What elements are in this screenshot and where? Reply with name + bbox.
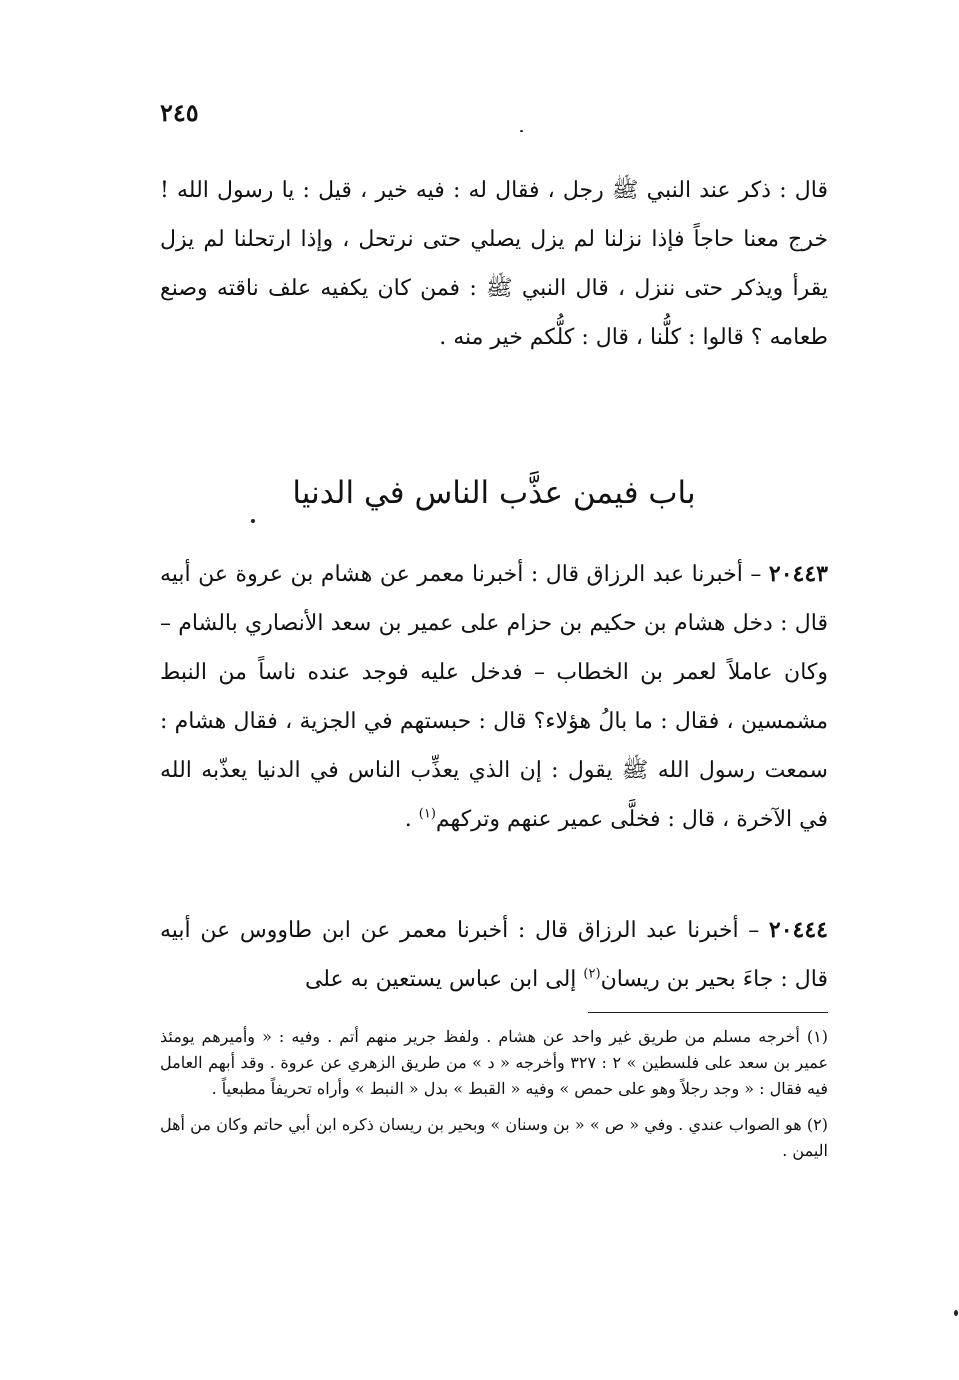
intro-paragraph: قال : ذكر عند النبي ﷺ رجل ، فقال له : فيه خير ، قيل : يا رسول الله ! خرج معنا حاجاً فإذا نزلنا لم يزل يصلي حتى نرتحل ، وإذا ارتحلنا لم يزل يقرأ ويذكر حتى ننزل ، قال النبي ﷺ : فمن كان يكفيه علف ناقته وصنع طعامه ؟ قالوا : كلُّنا ، قال : كلُّكم خير منه . bbox=[160, 178, 828, 350]
hadith-end: . bbox=[404, 807, 419, 832]
ink-speck bbox=[251, 519, 255, 523]
hadith-number: ٢٠٤٤٣ bbox=[768, 561, 828, 587]
ink-speck bbox=[520, 130, 523, 132]
hadith-20443 bbox=[160, 550, 828, 844]
hadith-text-continued: إلى ابن عباس يستعين به على bbox=[304, 967, 584, 992]
chapter-heading: باب فيمن عذَّب الناس في الدنيا bbox=[292, 475, 696, 511]
footnote-divider bbox=[588, 1012, 828, 1013]
footnote-ref: (٢) bbox=[583, 966, 601, 982]
page-number: ٢٤٥ bbox=[160, 98, 199, 127]
hadith-20444 bbox=[160, 906, 828, 1004]
footnotes bbox=[160, 1024, 828, 1174]
hadith-text: – أخبرنا عبد الرزاق قال : أخبرنا معمر عن هشام بن عروة عن أبيه قال : دخل هشام بن حكيم بن حزام على عمير بن سعد الأنصاري بالشام – وكان عاملاً لعمر بن الخطاب – فدخل عليه فوجد عنده ناساً من النبط مشمسين ، فقال : ما بالُ هؤلاء؟ قال : حبستهم في الجزية ، فقال هشام : سمعت رسول الله ﷺ يقول : إن الذي يعذِّب الناس في الدنيا يعذّبه الله في الآخرة ، قال : فخلَّى عمير عنهم وتركهم bbox=[160, 562, 828, 832]
footnote-1: (١) أخرجه مسلم من طريق غير واحد عن هشام . ولفظ جرير منهم أتم . وفيه : « وأميرهم يومئذ عمير بن سعد على فلسطين » ٢ : ٣٢٧ وأخرجه « د » من طريق الزهري عن عروة . وقد أبهم العامل فيه فقال : « وجد رجلاً وهو على حمص » وفيه « القبط » بدل « النبط » وأراه تحريفاً مطبعياً . bbox=[160, 1027, 829, 1098]
hadith-number: ٢٠٤٤٤ bbox=[768, 917, 828, 943]
ink-speck bbox=[954, 1310, 958, 1316]
hadith-text: – أخبرنا عبد الرزاق قال : أخبرنا معمر عن ابن طاووس عن أبيه قال : جاءَ بحير بن ريسان bbox=[160, 918, 828, 992]
footnote-2: (٢) هو الصواب عندي . وفي « ص » « بن وسنان » وبحير بن ريسان ذكره ابن أبي حاتم وكان من أهل اليمن . bbox=[160, 1115, 829, 1160]
footnote-ref: (١) bbox=[418, 806, 436, 822]
